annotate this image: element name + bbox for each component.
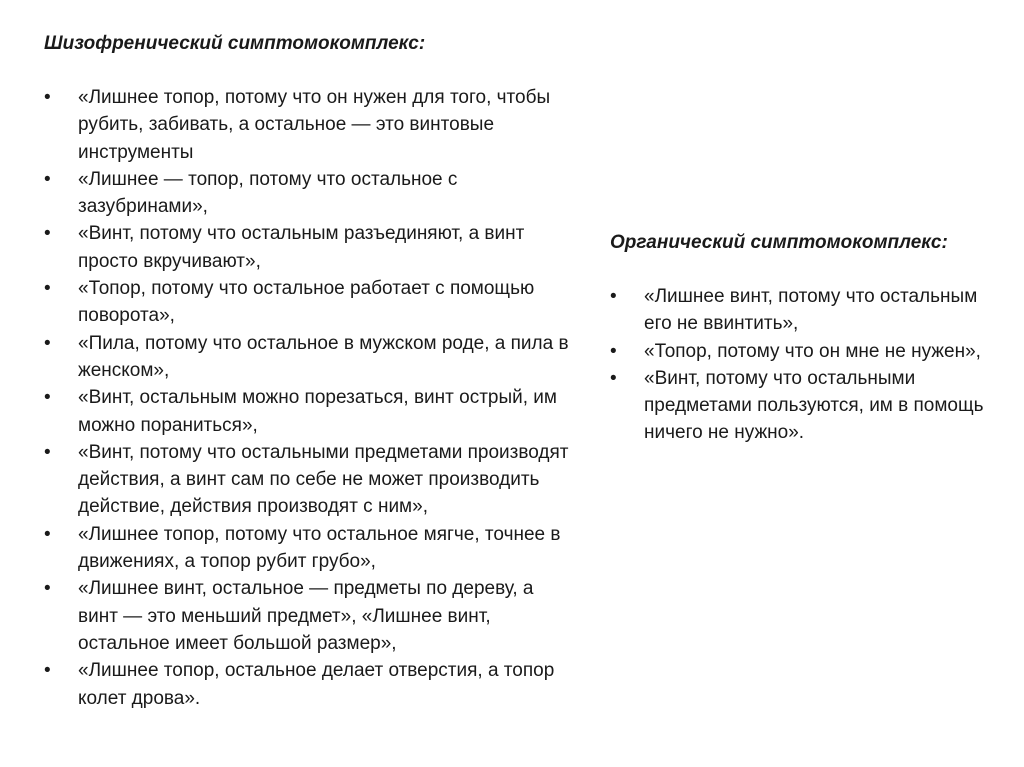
list-item [44,84,574,166]
bullet-icon: • [44,332,51,354]
list-item-text: «Лишнее топор, остальное делает отверстия, а топор колет дрова». [78,660,555,709]
list-item [44,657,574,712]
schizophrenic-column [44,30,574,712]
schizophrenic-heading: Шизофренический симптомокомплекс: [44,33,426,54]
list-item-text: «Винт, потому что остальным разъединяют, а винт просто вкручивают», [78,223,525,272]
organic-list [610,283,1000,447]
bullet-icon: • [610,340,617,362]
list-item [610,365,1000,447]
bullet-icon: • [44,578,51,600]
list-item-text: «Винт, потому что остальными предметами пользуются, им в помощь ничего не нужно». [644,367,984,444]
list-item [44,575,574,657]
list-item [44,330,574,385]
bullet-icon: • [44,278,51,300]
list-item [44,521,574,576]
schizophrenic-list [44,84,574,712]
list-item [610,283,1000,338]
list-item [44,384,574,439]
bullet-icon: • [44,387,51,409]
bullet-icon: • [44,523,51,545]
list-item [44,220,574,275]
bullet-icon: • [610,286,617,307]
bullet-icon: • [44,660,51,682]
list-item-text: «Винт, потому что остальными предметами производят действия, а винт сам по себе не может производить действие, действия производят с ним», [78,441,569,518]
bullet-icon: • [44,223,51,245]
list-item-text: «Винт, остальным можно порезаться, винт острый, им можно пораниться», [78,387,557,436]
list-item-text: «Лишнее топор, потому что он нужен для того, чтобы рубить, забивать, а остальное — это винтовые инструменты [78,87,551,163]
list-item-text: «Пила, потому что остальное в мужском роде, а пила в женском», [78,332,569,381]
list-item [44,275,574,330]
bullet-icon: • [610,367,617,389]
list-item-text: «Лишнее — топор, потому что остальное с зазубринами», [78,168,458,218]
list-item-text: «Топор, потому что остальное работает с помощью поворота», [78,278,535,327]
bullet-icon: • [44,441,51,463]
list-item-text: «Лишнее винт, остальное — предметы по дереву, а винт — это меньший предмет», «Лишнее винт, остальное имеет большой размер», [78,578,534,654]
list-item-text: «Топор, потому что он мне не нужен», [644,340,981,362]
list-item [44,439,574,521]
list-item [610,338,1000,365]
organic-heading: Органический симптомокомплекс: [610,232,948,253]
bullet-icon: • [44,168,51,190]
list-item-text: «Лишнее топор, потому что остальное мягче, точнее в движениях, а топор рубит грубо», [78,523,561,573]
organic-column [610,229,1000,447]
bullet-icon: • [44,87,51,108]
list-item [44,166,574,221]
list-item-text: «Лишнее винт, потому что остальным его не ввинтить», [644,286,978,335]
